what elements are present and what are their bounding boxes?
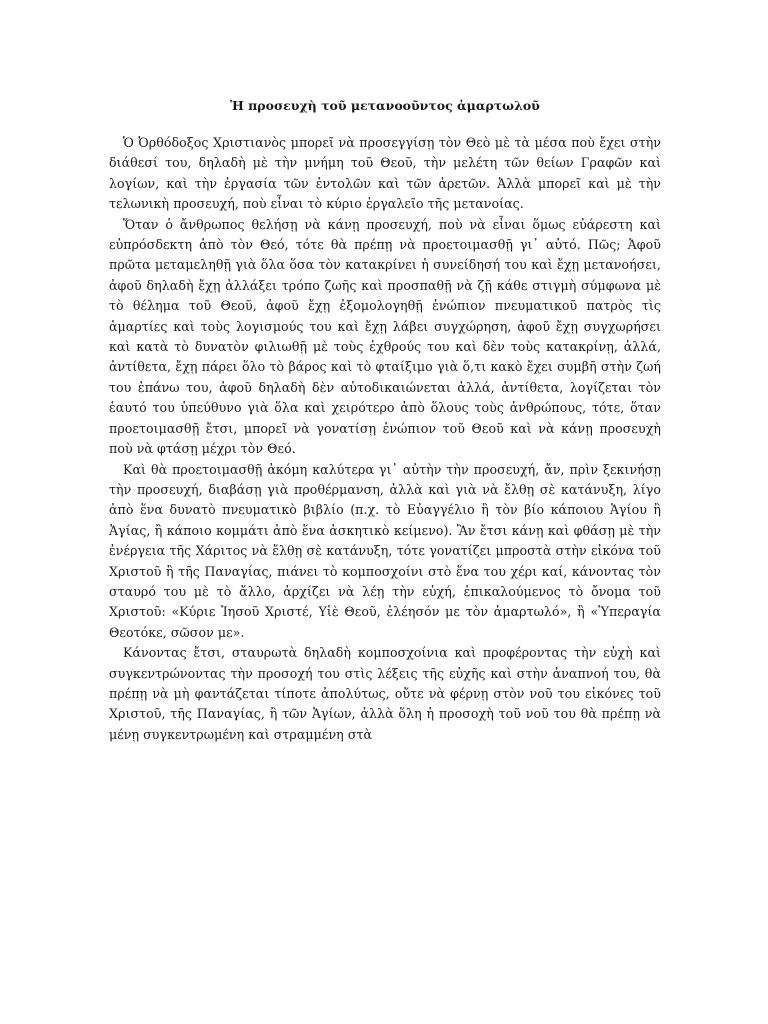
paragraph-1: Ὁ Ὀρθόδοξος Χριστιανὸς μπορεῖ νὰ προσεγγίσῃ τὸν Θεὸ μὲ τὰ μέσα ποὺ ἔχει στὴν διάθεσί του, δηλαδὴ μὲ τὴν μνήμη τοῦ Θεοῦ, τὴν μελέτη τῶν θείων Γραφῶν καὶ λογίων, καὶ τὴν ἐργασία τῶν ἐντολῶν καὶ τῶν ἀρετῶν. Ἀλλὰ μπορεῖ καὶ μὲ τὴν τελωνικὴ προσευχή, ποὺ εἶναι τὸ κύριο ἐργαλεῖο τῆς μετανοίας. (109, 135, 661, 212)
document-page (109, 96, 661, 745)
paragraph-3: Καὶ θὰ προετοιμασθῇ ἀκόμη καλύτερα γι᾿ αὐτὴν τὴν προσευχή, ἄν, πρὶν ξεκινήσῃ τὴν προσευχή, διαβάσῃ γιὰ προθέρμανση, ἀλλὰ καὶ γιὰ νὰ ἔλθῃ σὲ κατάνυξη, λίγο ἀπὸ ἕνα δυνατὸ πνευματικὸ βιβλίο (π.χ. τὸ Εὐαγγέλιο ἢ τὸν βίο κάποιου Ἁγίου ἢ Ἁγίας, ἢ κάποιο κομμάτι ἀπὸ ἕνα ἀσκητικὸ κείμενο). Ἂν ἔτσι κάνῃ καὶ φθάσῃ μὲ τὴν ἐνέργεια τῆς Χάριτος νὰ ἔλθῃ σὲ κατάνυξη, τότε γονατίζει μπροστὰ στὴν εἰκόνα τοῦ Χριστοῦ ἢ τῆς Παναγίας, πιάνει τὸ κομποσχοίνι στὸ ἕνα του χέρι καί, κάνοντας τὸν σταυρό του μὲ τὸ ἄλλο, ἀρχίζει νὰ λέῃ τὴν εὐχή, ἐπικαλούμενος τὸ ὄνομα τοῦ Χριστοῦ: «Κύριε Ἰησοῦ Χριστέ, Υἱὲ Θεοῦ, ἐλέησόν με τὸν ἁμαρτωλό», ἢ «Ὑπεραγία Θεοτόκε, σῶσον με». (109, 461, 661, 640)
paragraph-4: Κάνοντας ἔτσι, σταυρωτὰ δηλαδὴ κομποσχοίνια καὶ προφέροντας τὴν εὐχὴ καὶ συγκεντρώνοντας τὴν προσοχή του στὶς λέξεις τῆς εὐχῆς καὶ στὴν ἀναπνοή του, θὰ πρέπῃ νὰ μὴ φαντάζεται τίποτε ἀπολύτως, οὔτε νὰ φέρνῃ στὸν νοῦ του εἰκόνες τοῦ Χριστοῦ, τῆς Παναγίας, ἢ τῶν Ἁγίων, ἀλλὰ ὅλη ἡ προσοχὴ τοῦ νοῦ του θὰ πρέπῃ νὰ μένῃ συγκεντρωμένη καὶ στραμμένη στὰ (109, 645, 661, 742)
document-title: Ἡ προσευχὴ τοῦ μετανοοῦντος ἁμαρτωλοῦ (230, 98, 540, 113)
paragraph-2: Ὅταν ὁ ἄνθρωπος θελήσῃ νὰ κάνῃ προσευχή, ποὺ νὰ εἶναι ὅμως εὐάρεστη καὶ εὐπρόσδεκτη ἀπὸ τὸν Θεό, τότε θὰ πρέπῃ νὰ προετοιμασθῇ γι᾿ αὐτό. Πῶς; Ἀφοῦ πρῶτα μεταμεληθῇ γιὰ ὅλα ὅσα τὸν κατακρίνει ἡ συνείδησή του καὶ ἔχῃ μετανοήσει, ἀφοῦ δηλαδὴ ἔχῃ ἀλλάξει τρόπο ζωῆς καὶ προσπαθῇ νὰ ζῇ κάθε στιγμὴ σύμφωνα μὲ τὸ θέλημα τοῦ Θεοῦ, ἀφοῦ ἔχῃ ἐξομολογηθῇ ἐνώπιον πνευματικοῦ πατρὸς τὶς ἁμαρτίες καὶ τοὺς λογισμούς του καὶ ἔχῃ λάβει συγχώρηση, ἀφοῦ ἔχῃ συγχωρήσει καὶ κατὰ τὸ δυνατὸν φιλιωθῇ μὲ τοὺς ἐχθρούς του καὶ δὲν τοὺς κατακρίνῃ, ἀλλά, ἀντίθετα, ἔχῃ πάρει ὅλο τὸ βάρος καὶ τὸ φταίξιμο γιὰ ὅ,τι κακὸ ἔχει συμβῆ στὴν ζωή του ἐπάνω του, ἀφοῦ δηλαδὴ δὲν αὐτοδικαιώνεται ἀλλά, ἀντίθετα, λογίζεται τὸν ἑαυτό του ὑπεύθυνο γιὰ ὅλα καὶ χειρότερο ἀπὸ ὅλους τοὺς ἀνθρώπους, τότε, ὅταν προετοιμασθῇ ἔτσι, μπορεῖ νὰ γονατίσῃ ἐνώπιον τοῦ Θεοῦ καὶ νὰ κάνῃ προσευχὴ ποὺ νὰ φτάσῃ μέχρι τὸν Θεό. (109, 216, 661, 457)
